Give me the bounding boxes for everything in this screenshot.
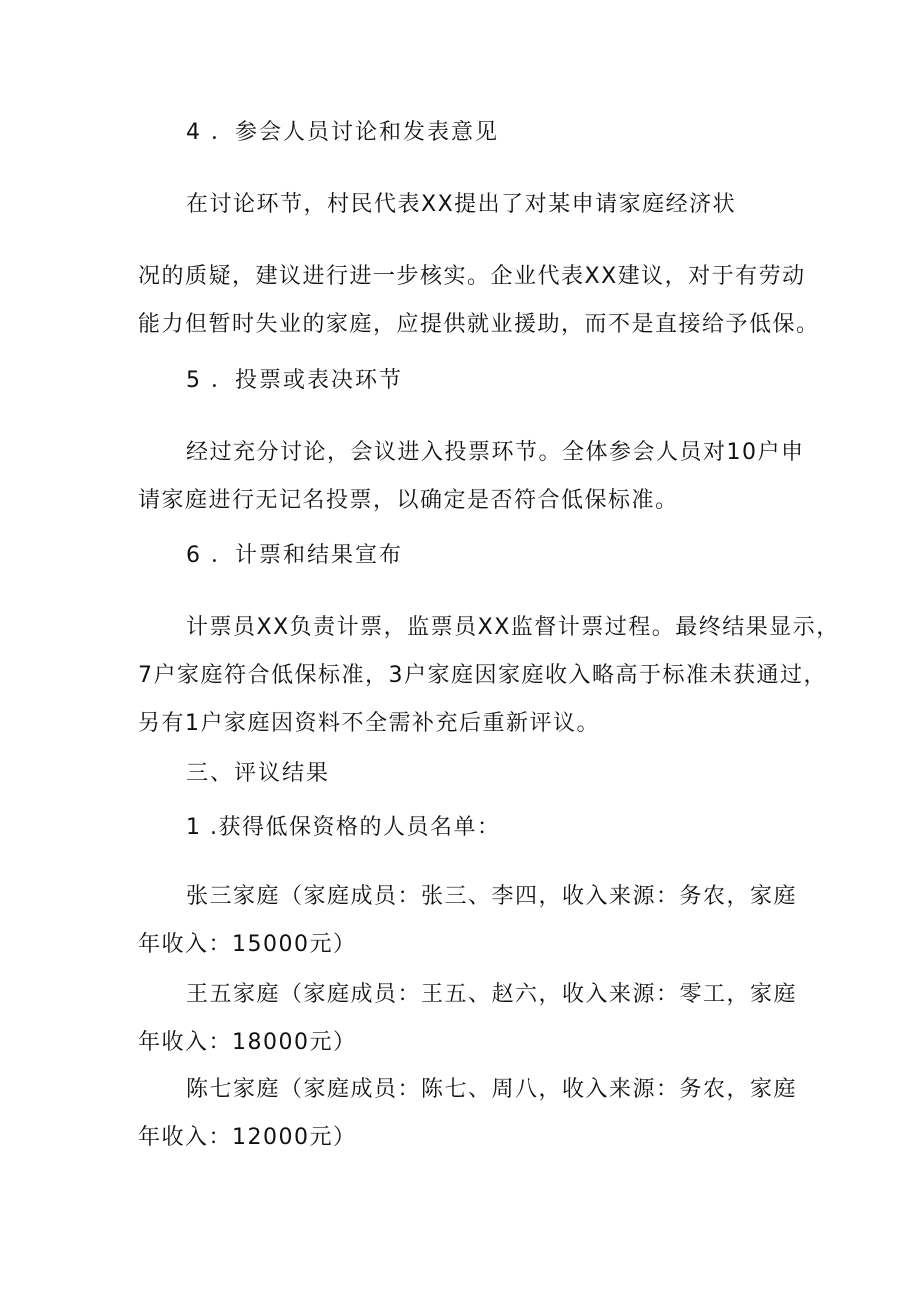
section-5-paragraph-line: 请家庭进行无记名投票，以确定是否符合低保标准。	[138, 488, 679, 513]
section-5-heading: 5 ．投票或表决环节	[186, 368, 403, 393]
qualified-list-heading: 1 .获得低保资格的人员名单：	[186, 815, 501, 840]
family-entry-line: 王五家庭（家庭成员：王五、赵六，收入来源：零工，家庭	[186, 982, 798, 1007]
family-entry-line: 陈七家庭（家庭成员：陈七、周八，收入来源：务农，家庭	[186, 1077, 798, 1102]
section-6-paragraph-line: 另有1户家庭因资料不全需补充后重新评议。	[138, 711, 600, 736]
part-3-heading: 三、评议结果	[186, 761, 331, 786]
family-entry-line: 年收入：12000元）	[138, 1125, 357, 1150]
section-5-paragraph-line: 经过充分讨论，会议进入投票环节。全体参会人员对10户申	[186, 440, 805, 465]
section-4-paragraph-line: 在讨论环节，村民代表XX提出了对某申请家庭经济状	[186, 192, 737, 217]
section-6-heading: 6 ．计票和结果宣布	[186, 543, 403, 568]
section-6-paragraph-line: 计票员XX负责计票，监票员XX监督计票过程。最终结果显示，	[186, 615, 840, 640]
section-6-paragraph-line: 7户家庭符合低保标准，3户家庭因家庭收入略高于标准未获通过，	[138, 663, 827, 688]
family-entry-line: 年收入：18000元）	[138, 1030, 357, 1055]
section-4-heading: 4 ．参会人员讨论和发表意见	[186, 120, 499, 145]
family-entry-line: 年收入：15000元）	[138, 932, 357, 957]
section-4-paragraph-line: 况的质疑，建议进行进一步核实。企业代表XX建议，对于有劳动	[138, 264, 806, 289]
family-entry-line: 张三家庭（家庭成员：张三、李四，收入来源：务农，家庭	[186, 884, 798, 909]
section-4-paragraph-line: 能力但暂时失业的家庭，应提供就业援助，而不是直接给予低保。	[138, 312, 820, 337]
